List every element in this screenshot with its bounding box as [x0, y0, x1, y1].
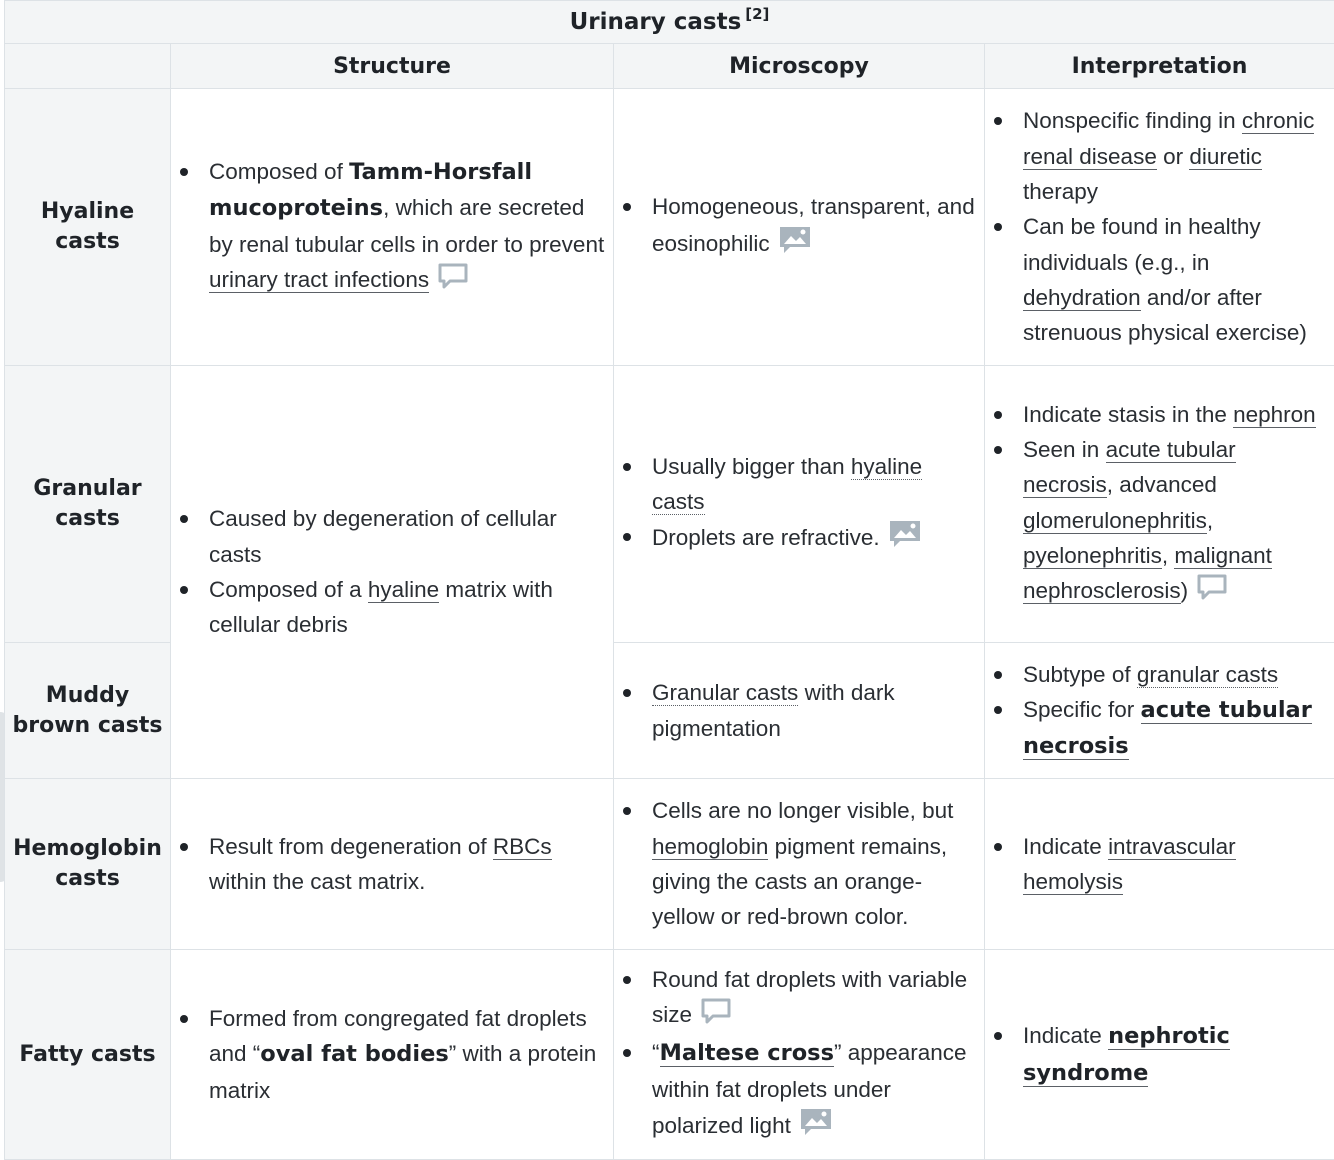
row-header-muddy-brown: [5, 643, 171, 779]
link-hyaline-casts[interactable]: hyaline casts: [652, 454, 922, 515]
list-item: [652, 962, 978, 1036]
row-label: Muddy brown casts: [13, 683, 163, 738]
link-glomerulonephritis[interactable]: glomerulonephritis: [1023, 508, 1207, 534]
corner-header: [5, 44, 171, 89]
list-item: [652, 1035, 978, 1147]
text: ,: [1162, 543, 1175, 568]
text: within the cast matrix.: [209, 869, 425, 894]
row-header-fatty: [5, 950, 171, 1160]
list-item: [652, 675, 978, 746]
speech-bubble-icon[interactable]: [700, 997, 732, 1035]
text: ,: [1207, 508, 1213, 533]
bold-term: oval fat bodies: [260, 1041, 448, 1067]
image-icon[interactable]: [888, 519, 922, 559]
link-intravascular-hemolysis[interactable]: intravascular hemolysis: [1023, 834, 1236, 895]
cell-granular-structure: [171, 366, 614, 779]
bold-term: Tamm-Horsfall mucoproteins: [209, 159, 532, 221]
list-item: [209, 572, 607, 643]
table-title-text: Urinary casts: [570, 9, 742, 35]
cell-granular-microscopy: [614, 366, 985, 643]
list-item: [209, 154, 607, 300]
link-granular-casts[interactable]: Granular casts: [652, 680, 798, 706]
row-label: Hemoglobin casts: [13, 836, 162, 891]
text: Indicate: [1023, 834, 1108, 859]
text: Specific for: [1023, 697, 1141, 722]
text: Round fat droplets with variable size: [652, 967, 967, 1027]
text: therapy: [1023, 179, 1098, 204]
link-malignant-nephrosclerosis[interactable]: malignant nephrosclerosis: [1023, 543, 1272, 604]
list-item: [1023, 829, 1328, 900]
link-acute-tubular-necrosis[interactable]: acute tubular necrosis: [1023, 437, 1236, 498]
column-header-structure: Structure: [171, 44, 614, 89]
link-diuretic[interactable]: diuretic: [1189, 144, 1262, 170]
cell-fatty-interpretation: [985, 950, 1334, 1160]
list-item: [1023, 397, 1328, 432]
table-row-hyaline: [5, 89, 1334, 366]
text: ” with a protein matrix: [209, 1041, 596, 1102]
link-nephrotic-syndrome[interactable]: nephrotic syndrome: [1023, 1023, 1230, 1086]
text: Homogeneous, transparent, and eosinophilic: [652, 194, 975, 255]
list-item: [1023, 657, 1328, 692]
cell-hemoglobin-interpretation: [985, 779, 1334, 950]
link-granular-casts[interactable]: granular casts: [1137, 662, 1278, 688]
list-item: [1023, 432, 1328, 611]
cell-fatty-structure: [171, 950, 614, 1160]
text: Indicate: [1023, 1023, 1108, 1048]
cell-muddy-microscopy: [614, 643, 985, 779]
row-header-hyaline: [5, 89, 171, 366]
cell-hyaline-microscopy: [614, 89, 985, 366]
cell-muddy-interpretation: [985, 643, 1334, 779]
text: Indicate stasis in the: [1023, 402, 1233, 427]
image-icon[interactable]: [778, 225, 812, 265]
speech-bubble-icon[interactable]: [437, 262, 469, 300]
text: matrix with cellular debris: [209, 577, 553, 637]
cell-fatty-microscopy: [614, 950, 985, 1160]
column-header-microscopy: Microscopy: [614, 44, 985, 89]
text: , which are secreted by renal tubular cells in order to prevent: [209, 195, 604, 256]
column-header-interpretation: Interpretation: [985, 44, 1334, 89]
text: Result from degeneration of: [209, 834, 493, 859]
list-item: [1023, 692, 1328, 765]
text: Usually bigger than: [652, 454, 851, 479]
cell-hemoglobin-structure: [171, 779, 614, 950]
text: Nonspecific finding in: [1023, 108, 1242, 133]
list-item: [209, 829, 607, 900]
cell-granular-interpretation: [985, 366, 1334, 643]
table-title: [5, 1, 1334, 44]
list-item: [652, 449, 978, 520]
row-header-hemoglobin: [5, 779, 171, 950]
urinary-casts-table: [4, 0, 1334, 1160]
link-dehydration[interactable]: dehydration: [1023, 285, 1141, 311]
link-pyelonephritis[interactable]: pyelonephritis: [1023, 543, 1162, 569]
link-acute-tubular-necrosis[interactable]: acute tubular necrosis: [1023, 697, 1312, 760]
table-row-hemoglobin: [5, 779, 1334, 950]
text: , advanced: [1107, 472, 1217, 497]
cell-hyaline-structure: [171, 89, 614, 366]
table-row-fatty: [5, 950, 1334, 1160]
reference-link[interactable]: [2]: [745, 5, 769, 23]
text: or: [1157, 144, 1190, 169]
row-label: Hyaline casts: [41, 199, 134, 254]
text: Seen in: [1023, 437, 1106, 462]
text: ” appearance within fat droplets under polarized light: [652, 1040, 967, 1138]
text: pigment remains, giving the casts an orange-yellow or red-brown color.: [652, 834, 947, 930]
text: Droplets are refractive.: [652, 525, 880, 550]
link-rbcs[interactable]: RBCs: [493, 834, 552, 860]
text: Cells are no longer visible, but: [652, 798, 953, 823]
text: “: [652, 1040, 660, 1065]
link-hemoglobin[interactable]: hemoglobin: [652, 834, 768, 860]
table-row-granular: [5, 366, 1334, 643]
list-item: [652, 519, 978, 559]
list-item: [1023, 1018, 1328, 1091]
row-label: Granular casts: [33, 476, 141, 531]
link-nephron[interactable]: nephron: [1233, 402, 1316, 428]
list-item: [1023, 209, 1328, 350]
link-urinary-tract-infections[interactable]: urinary tract infections: [209, 267, 429, 293]
text: with dark pigmentation: [652, 680, 895, 740]
list-item: [652, 189, 978, 265]
cell-hyaline-interpretation: [985, 89, 1334, 366]
link-hyaline[interactable]: hyaline: [368, 577, 439, 603]
speech-bubble-icon[interactable]: [1196, 573, 1228, 611]
text: Can be found in healthy individuals (e.g., in: [1023, 214, 1261, 274]
row-header-granular: [5, 366, 171, 643]
text: Subtype of: [1023, 662, 1137, 687]
list-item: [652, 793, 978, 934]
text: Formed from congregated fat droplets and “: [209, 1006, 587, 1066]
text: and/or after strenuous physical exercise): [1023, 285, 1307, 345]
link-chronic-renal-disease[interactable]: chronic renal disease: [1023, 108, 1314, 169]
text: Composed of: [209, 159, 349, 184]
list-item: Caused by degeneration of cellular casts: [209, 501, 607, 572]
row-label: Fatty casts: [19, 1042, 155, 1067]
cell-hemoglobin-microscopy: [614, 779, 985, 950]
text: Composed of a: [209, 577, 368, 602]
text: ): [1181, 578, 1189, 603]
list-item: [1023, 103, 1328, 209]
list-item: [209, 1001, 607, 1108]
image-icon[interactable]: [799, 1107, 833, 1147]
link-maltese-cross[interactable]: Maltese cross: [660, 1040, 834, 1067]
